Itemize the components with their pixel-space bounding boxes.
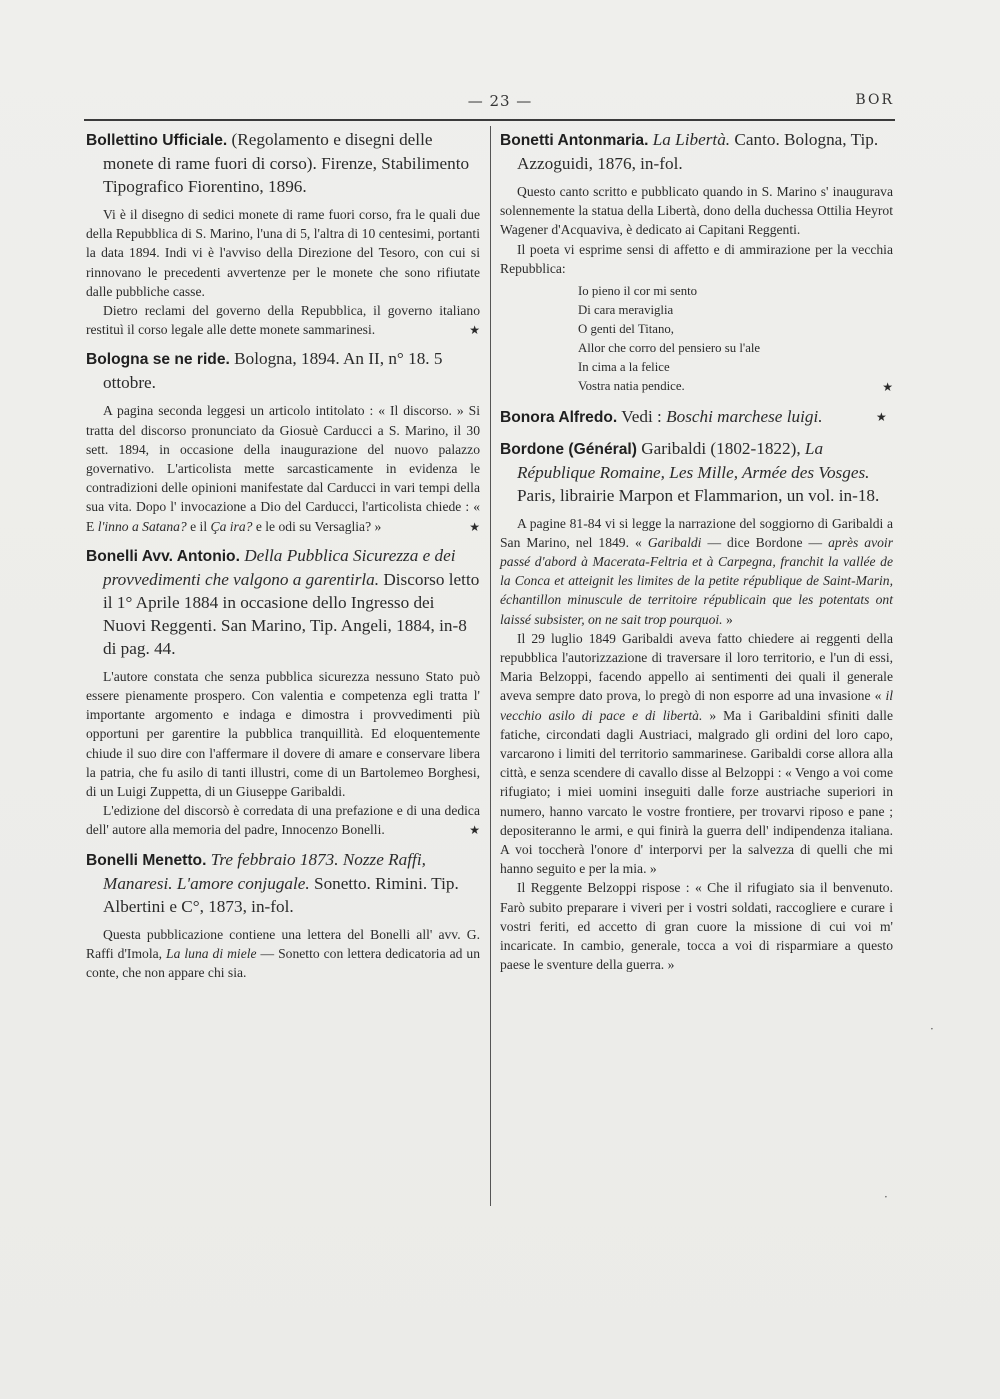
- entry-body: [500, 514, 893, 975]
- italic-quote: l'inno a Satana?: [97, 518, 187, 534]
- entry-paragraph: Vi è il disegno di sedici monete di rame fuori corso, fra le quali due della Repubblica di S. Marino, l'una di 5, l'altra di 10 centesimi, portanti la data 1894. Indi vi è l'avviso della Direzione del Tesoro, con cui si rinnovano le precedenti avvertenze per le monete che sono rifiutate dalle pubbliche casse.: [86, 207, 480, 299]
- left-column: [86, 128, 480, 990]
- paragraph-text: Dietro reclami del governo della Repubblica, il governo italiano restituì il corso legale alle dette monete sammarinesi.: [86, 303, 480, 338]
- entry-paragraph: Il Reggente Belzoppi rispose : « Che il rifugiato sia il benvenuto. Farò subito preparare i viveri per i vostri soldati, raccogliere e curare i vostri feriti, ed accetto di gran cuore la missione di cui voi m' incaricate. In cambio, generale, tocca a voi di risparmiare a questo paese le sventure della guerra. »: [500, 880, 893, 973]
- entry-body: [86, 925, 480, 983]
- poem-excerpt: [578, 282, 893, 397]
- entry-title: Sonetto. Rimini. Tip. Albertini e C°, 1873, in-fol.: [103, 873, 459, 916]
- star-icon: ★: [469, 823, 480, 838]
- entry-body: [86, 667, 480, 840]
- entry-heading: [86, 544, 480, 660]
- entry-author: Bollettino Ufficiale.: [86, 132, 228, 149]
- entry-body: [86, 205, 480, 339]
- poem-line: [578, 377, 893, 396]
- entry-title: (Regolamento e disegni delle monete di rame fuori di corso). Firenze, Stabilimento Tipografico Fiorentino, 1896.: [103, 130, 470, 196]
- paragraph-text: L'edizione del discorsò è corredata di una prefazione e di una dedica dell' autore alla memoria del padre, Innocenzo Bonelli.: [86, 803, 480, 838]
- paragraph-text: — dice Bordone —: [701, 534, 829, 550]
- paragraph-text: »: [722, 611, 733, 627]
- entry-bonelli-antonio: [86, 544, 480, 840]
- entry-paragraph: [500, 514, 893, 629]
- paragraph-text: e il: [186, 518, 211, 534]
- entry-author: Bonetti Antonmaria.: [500, 132, 649, 149]
- italic-quote: il vecchio asilo di pace e di libertà.: [500, 688, 893, 723]
- page-number: — 23 —: [467, 92, 533, 110]
- paragraph-text: Il 29 luglio 1849 Garibaldi aveva fatto chiedere ai reggenti della repubblica l'autorizzazione di traversare il loro territorio, e l'un di essi, Maria Belzoppi, facendo appello ai sentimenti dei quali il generale aveva sempre dato prova, lo pregò di non esporre ad una invasione «: [500, 630, 893, 704]
- entry-paragraph: Il poeta vi esprime sensi di affetto e di ammirazione per la vecchia Repubblica:: [500, 241, 893, 276]
- entry-heading: [86, 128, 480, 198]
- entry-title: Vedi :: [617, 406, 667, 426]
- entry-body: [86, 401, 480, 535]
- cross-reference: Boschi marchese luigi.: [666, 406, 823, 426]
- entry-author: Bordone (Général): [500, 440, 637, 458]
- entry-paragraph: [86, 301, 480, 339]
- entry-bonelli-menetto: [86, 848, 480, 983]
- star-icon: ★: [469, 323, 480, 338]
- header-rule: [84, 119, 895, 121]
- entry-heading: [86, 848, 480, 918]
- paper-speck: ·: [884, 1190, 888, 1204]
- entry-bonetti-antonmaria: [500, 128, 893, 397]
- star-icon: ★: [469, 519, 480, 534]
- entry-author: Bonelli Menetto.: [86, 851, 207, 869]
- poem-line: In cima a la felice: [578, 360, 670, 375]
- entry-bologna-se-ne-ride: [86, 347, 480, 535]
- poem-line: Io pieno il cor mi sento: [578, 284, 698, 299]
- italic-title: La luna di miele: [166, 945, 257, 961]
- paragraph-text: » Ma i Garibaldini sfiniti dalle fatiche, circondati dagli Austriaci, malgrado gli ordini del loro capo, varcarono i limiti del territorio sammarinese. Garibaldi corse allora alla città, e senza scendere di cavallo disse al Belzoppi : « Vengo a voi come rifugiato; i miei uomini inseguiti dalle forze austriache superiori in numero, hanno varcato le vostre frontiere, per trovarvi riposo e pane ; depositeranno le armi, e qui finirà la guerra dell' indipendenza italiana. A voi toccherà l'onore d' interporvi per la salvezza di quelli che mi hanno seguito e per la mia. »: [500, 707, 893, 877]
- paragraph-text: e le odi su Versaglia? »: [252, 518, 382, 534]
- poem-text: Vostra natia pendice.: [578, 379, 685, 394]
- italic-quote: après avoir passé d'abord à Macerata-Feltria et à Carpegna, franchit la vallée de la Conca et atteignit les limites de la petite république de Saint-Marin, échantillon minuscule de territoire républicain que les potentats ont laissé subsister, on ne sait trop pourquoi.: [500, 534, 893, 627]
- entry-title: Garibaldi (1802-1822),: [636, 438, 805, 458]
- paragraph-text: Questa pubblicazione contiene una lettera del Bonelli all' avv. G. Raffi d'Imola,: [86, 926, 480, 961]
- entry-heading: [500, 437, 893, 507]
- entry-bollettino-ufficiale: [86, 128, 480, 339]
- entry-paragraph: [86, 925, 480, 983]
- italic-quote: Ça ira?: [210, 518, 253, 534]
- entry-title-italic: Tre febbraio 1873. Nozze Raffi, Manaresi. L'amore conjugale.: [103, 849, 426, 893]
- entry-bordone-general: [500, 437, 893, 975]
- poem-line: Di cara meraviglia: [578, 303, 674, 318]
- poem-line: Allor che corro del pensiero su l'ale: [578, 341, 761, 356]
- entry-heading: Bonora Alfredo. Vedi : Boschi marchese luigi. ★: [500, 406, 887, 426]
- paragraph-text: — Sonetto con lettera dedicatoria ad un conte, che non appare chi sia.: [86, 945, 481, 981]
- entry-paragraph: Questo canto scritto e pubblicato quando in S. Marino s' inaugurava solennemente la statua della Libertà, dono della duchessa Ottilia Heyrot Wagener d'Acquaviva, è dedicato ai Capitani Reggenti.: [500, 184, 893, 238]
- entry-title-italic: La Libertà.: [648, 130, 731, 149]
- entry-bonora-alfredo: [500, 405, 893, 429]
- entry-title: Paris, librairie Marpon et Flammarion, un vol. in-18.: [517, 485, 880, 505]
- paper-speck: ·: [930, 1022, 934, 1036]
- paragraph-text: A pagine 81-84 vi si legge la narrazione del soggiorno di Garibaldi a San Marino, nel 1849. «: [500, 515, 893, 550]
- entry-author: Bologna se ne ride.: [86, 351, 230, 369]
- entry-title-italic: Della Pubblica Sicurezza e dei provvedimenti che valgono a garentirla.: [103, 545, 456, 589]
- paragraph-text: A pagina seconda leggesi un articolo intitolato : « Il discorso. » Si tratta del discorso pronunciato da Giosuè Carducci a S. Marino, il 30 sett. 1894, in occasione della inaugurazione del nuovo palazzo governativo. L'articolista mette sarcasticamente in evidenza le contradizioni delle opinioni manifestate dal Carducci in vari tempi della sua vita. Dopo l' invocazione a Dio del Carducci, l'articolista chiede : « E: [86, 403, 480, 534]
- entry-title: Canto. Bologna, Tip. Azzoguidi, 1876, in-fol.: [517, 130, 879, 173]
- entry-heading: [86, 347, 480, 394]
- entry-author: Bonelli Avv. Antonio.: [86, 547, 240, 565]
- entry-heading: [500, 128, 893, 175]
- entry-title: Bologna, 1894. An II, n° 18. 5 ottobre.: [103, 349, 443, 393]
- running-head: BOR: [855, 92, 894, 108]
- entry-title-italic: La République Romaine, Les Mille, Armée des Vosges.: [517, 438, 870, 482]
- entry-paragraph: [500, 629, 893, 879]
- entry-paragraph: [86, 801, 480, 839]
- entry-title: Discorso letto il 1° Aprile 1884 in occasione dello Ingresso dei Nuovi Reggenti. San Marino, Tip. Angeli, 1884, in-8 di pag. 44.: [103, 569, 480, 658]
- entry-paragraph: L'autore constata che senza pubblica sicurezza nessuno Stato può essere pienamente prospero. Con valentia e competenza egli tratta l' importante argomento e indaga e dimostra i provvedimenti più opportuni per garentire la pubblica tranquillità. Ed eloquentemente chiude il suo dire con l'affermare il dovere di amare e conservare libera la patria, che fu asilo di tanti illustri, come di un Bartolemeo Borghesi, di un Luigi Zuppetta, di un Giuseppe Garibaldi.: [86, 668, 480, 800]
- column-divider: [490, 126, 491, 1206]
- star-icon: ★: [882, 380, 893, 395]
- entry-author: Bonora Alfredo.: [500, 408, 618, 426]
- entry-paragraph: [86, 401, 480, 535]
- poem-line: O genti del Titano,: [578, 322, 674, 337]
- right-column: [500, 128, 893, 982]
- italic-quote: Garibaldi: [647, 534, 702, 550]
- entry-body: [500, 182, 893, 278]
